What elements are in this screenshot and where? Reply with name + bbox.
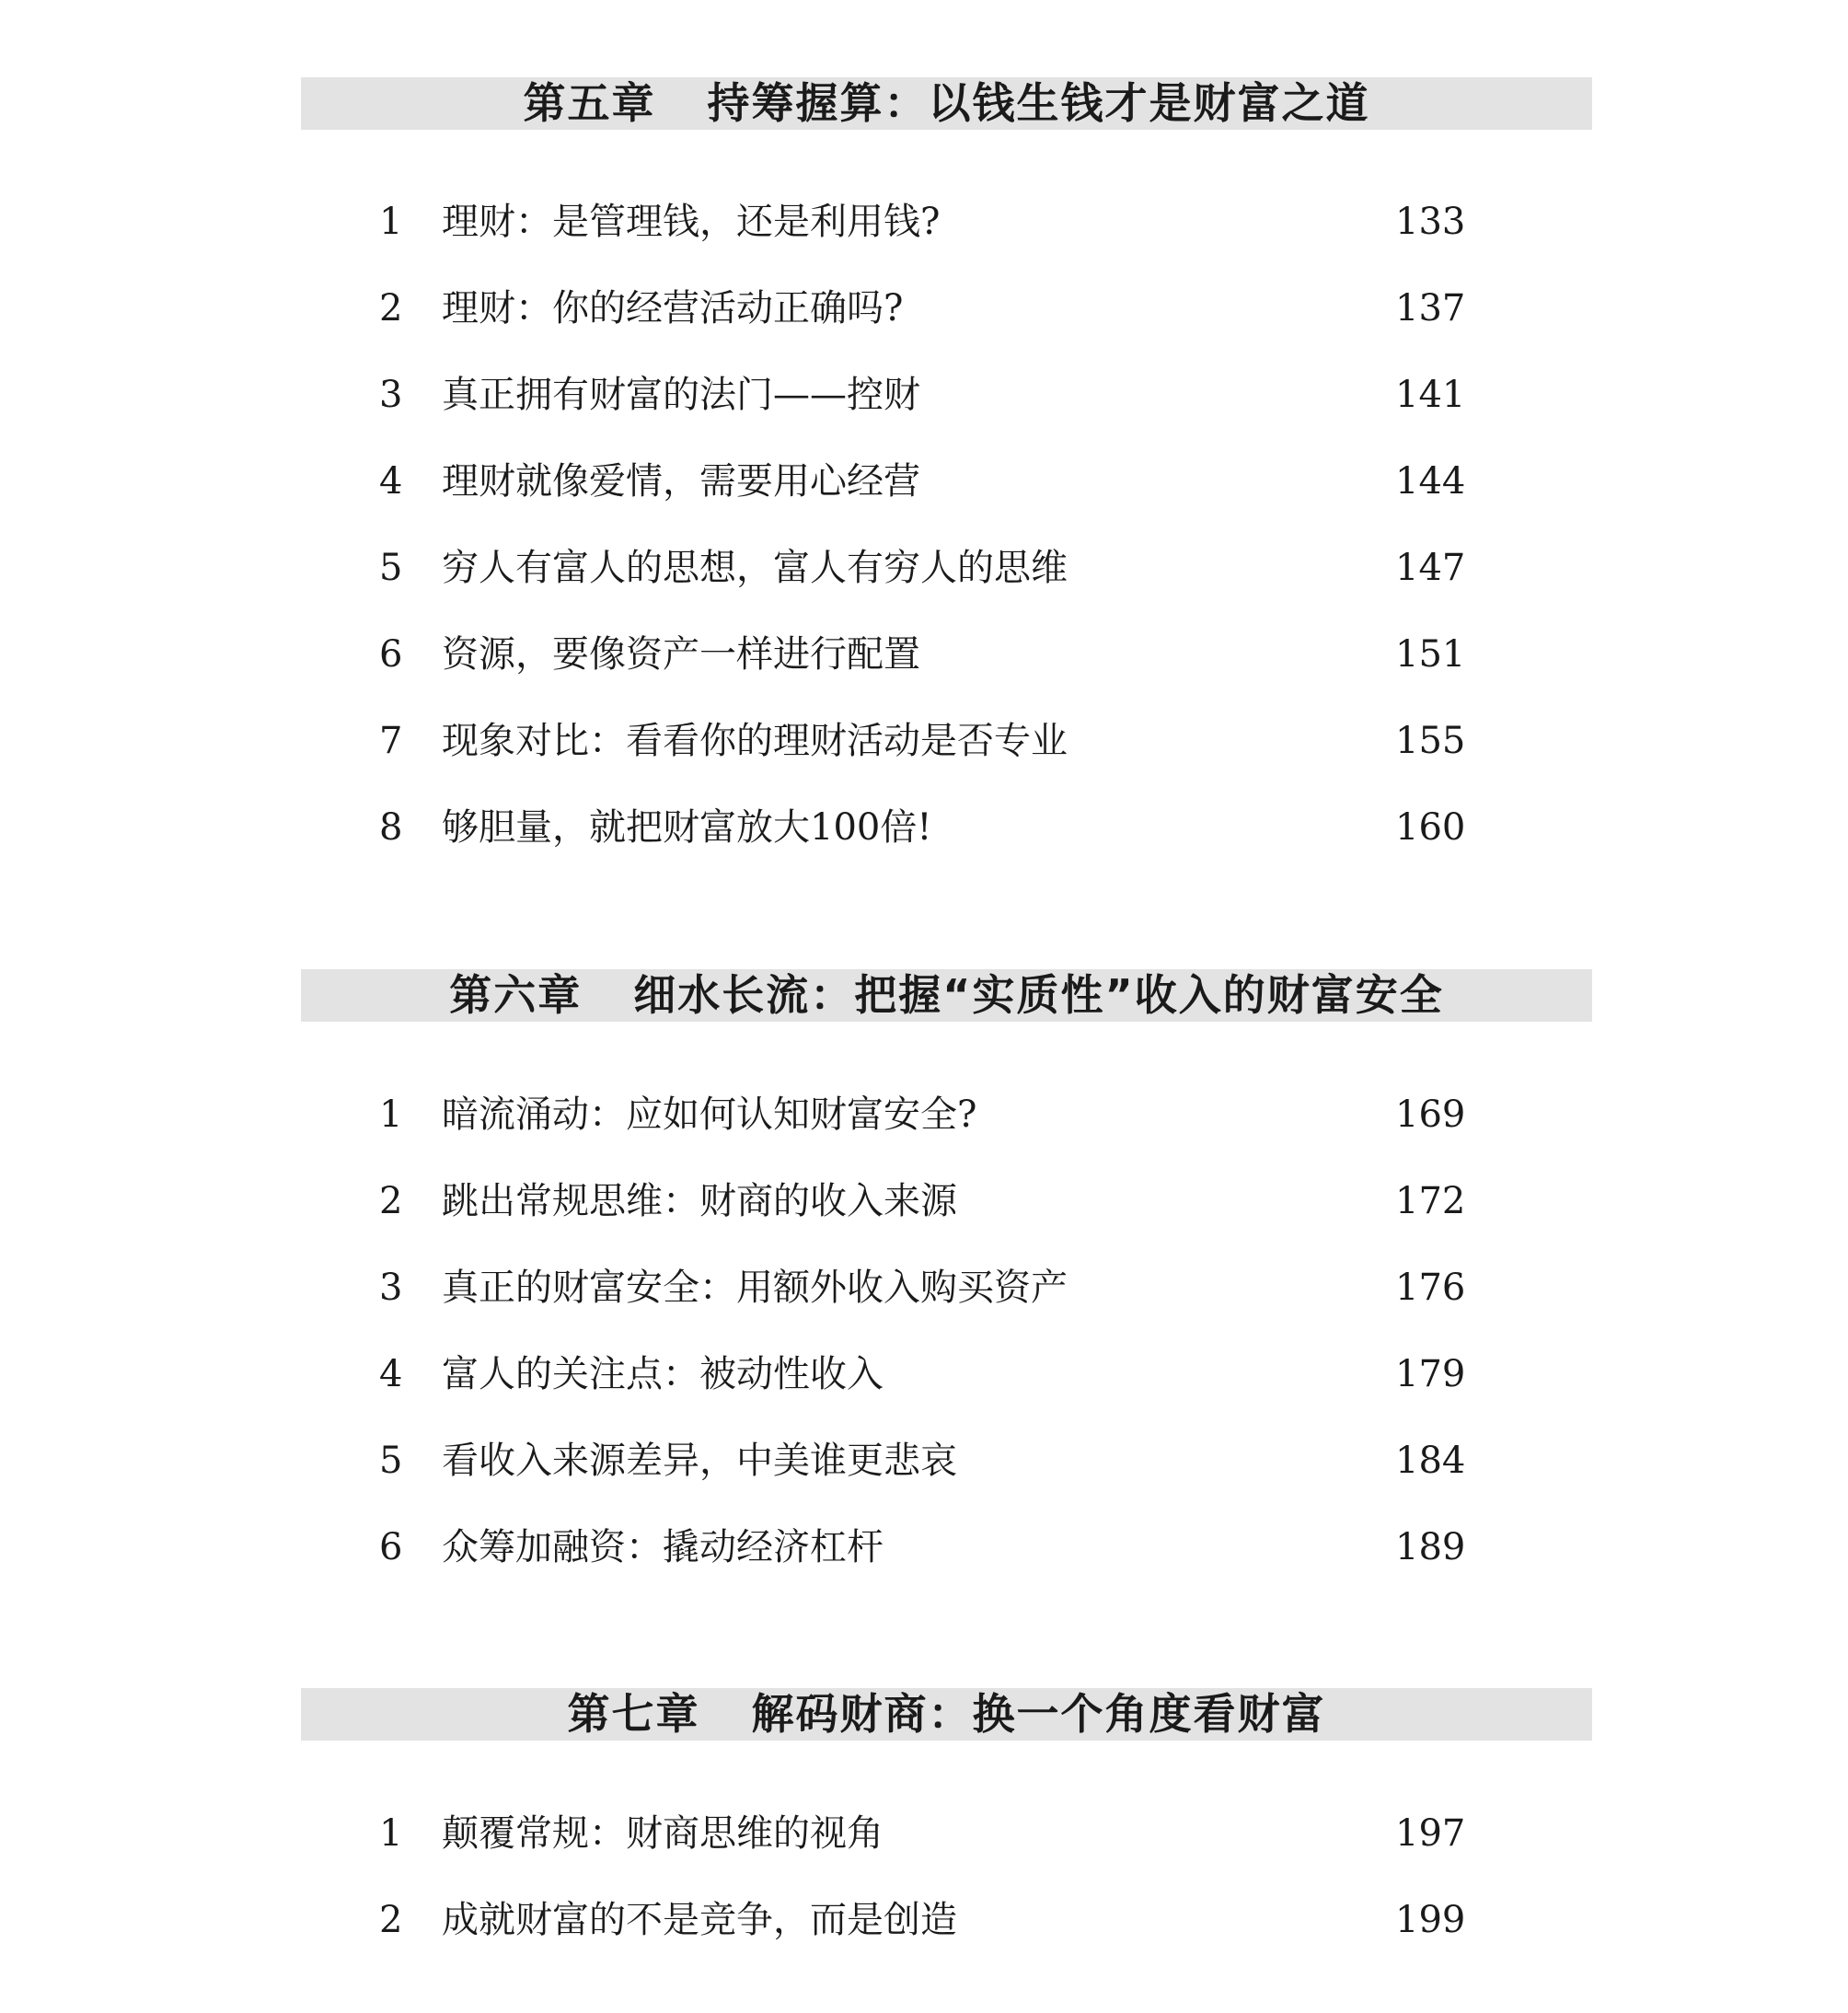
- entry-page: 169: [1395, 1093, 1466, 1136]
- entry-title: 穷人有富人的思想，富人有穷人的思维: [442, 547, 1068, 589]
- chapter-heading[interactable]: [301, 969, 1592, 1022]
- entry-index: 2: [379, 1180, 403, 1222]
- toc-entry[interactable]: [0, 367, 1848, 422]
- entry-page: 189: [1395, 1526, 1466, 1568]
- entry-index: 3: [379, 374, 403, 416]
- entry-title: 跳出常规思维：财商的收入来源: [442, 1180, 957, 1222]
- entry-title: 真正拥有财富的法门——控财: [442, 374, 920, 416]
- toc-entry[interactable]: [0, 1806, 1848, 1861]
- chapter-title: 细水长流：把握“实质性”收入的财富安全: [633, 970, 1444, 1020]
- entry-page: 141: [1395, 374, 1466, 416]
- toc-entry[interactable]: [0, 800, 1848, 855]
- entry-title: 理财：你的经营活动正确吗?: [442, 287, 904, 330]
- toc-entry[interactable]: [0, 1433, 1848, 1488]
- entry-index: 4: [379, 1353, 403, 1395]
- entry-title: 理财：是管理钱，还是利用钱?: [442, 201, 941, 243]
- entry-title: 成就财富的不是竞争，而是创造: [442, 1899, 957, 1941]
- entry-page: 133: [1395, 201, 1466, 243]
- toc-entry[interactable]: [0, 540, 1848, 596]
- entry-index: 8: [379, 806, 403, 849]
- entry-index: 2: [379, 287, 403, 330]
- entry-title: 富人的关注点：被动性收入: [442, 1353, 884, 1395]
- toc-entry[interactable]: [0, 1174, 1848, 1229]
- entry-page: 179: [1395, 1353, 1466, 1395]
- entry-page: 197: [1395, 1812, 1466, 1855]
- toc-entry[interactable]: [0, 1520, 1848, 1575]
- entry-page: 172: [1395, 1180, 1466, 1222]
- entry-page: 155: [1395, 720, 1466, 762]
- chapter-title: 持筹握算：以钱生钱才是财富之道: [707, 78, 1370, 128]
- entry-index: 6: [379, 633, 403, 676]
- toc-entry[interactable]: [0, 1892, 1848, 1948]
- entry-title: 理财就像爱情，需要用心经营: [442, 460, 920, 503]
- toc-entry[interactable]: [0, 1347, 1848, 1402]
- entry-index: 3: [379, 1267, 403, 1309]
- entry-index: 2: [379, 1899, 403, 1941]
- toc-entry[interactable]: [0, 454, 1848, 509]
- entry-title: 真正的财富安全：用额外收入购买资产: [442, 1267, 1068, 1309]
- entry-page: 160: [1395, 806, 1466, 849]
- toc-entry[interactable]: [0, 281, 1848, 336]
- entry-page: 137: [1395, 287, 1466, 330]
- entry-page: 199: [1395, 1899, 1466, 1941]
- chapter-heading[interactable]: [301, 1688, 1592, 1741]
- entry-title: 资源，要像资产一样进行配置: [442, 633, 920, 676]
- entry-page: 184: [1395, 1440, 1466, 1482]
- entry-index: 7: [379, 720, 403, 762]
- chapter-number: 第六章: [449, 970, 583, 1020]
- chapter-number: 第七章: [567, 1689, 700, 1739]
- entry-page: 176: [1395, 1267, 1466, 1309]
- toc-entry[interactable]: [0, 1087, 1848, 1142]
- entry-title: 暗流涌动：应如何认知财富安全?: [442, 1093, 977, 1136]
- entry-page: 144: [1395, 460, 1466, 503]
- entry-page: 151: [1395, 633, 1466, 676]
- toc-entry[interactable]: [0, 627, 1848, 682]
- entry-title: 现象对比：看看你的理财活动是否专业: [442, 720, 1068, 762]
- entry-index: 5: [379, 1440, 403, 1482]
- entry-title: 看收入来源差异，中美谁更悲哀: [442, 1440, 957, 1482]
- chapter-heading[interactable]: [301, 77, 1592, 130]
- entry-index: 1: [379, 1093, 403, 1136]
- entry-title: 够胆量，就把财富放大100倍!: [442, 806, 932, 849]
- chapter-number: 第五章: [523, 78, 656, 128]
- toc-entry[interactable]: [0, 194, 1848, 249]
- entry-page: 147: [1395, 547, 1466, 589]
- entry-title: 众筹加融资：撬动经济杠杆: [442, 1526, 884, 1568]
- toc-entry[interactable]: [0, 1260, 1848, 1315]
- entry-index: 6: [379, 1526, 403, 1568]
- entry-index: 5: [379, 547, 403, 589]
- entry-index: 1: [379, 1812, 403, 1855]
- entry-index: 1: [379, 201, 403, 243]
- chapter-title: 解码财商：换一个角度看财富: [751, 1689, 1326, 1739]
- entry-title: 颠覆常规：财商思维的视角: [442, 1812, 884, 1855]
- toc-entry[interactable]: [0, 713, 1848, 769]
- entry-index: 4: [379, 460, 403, 503]
